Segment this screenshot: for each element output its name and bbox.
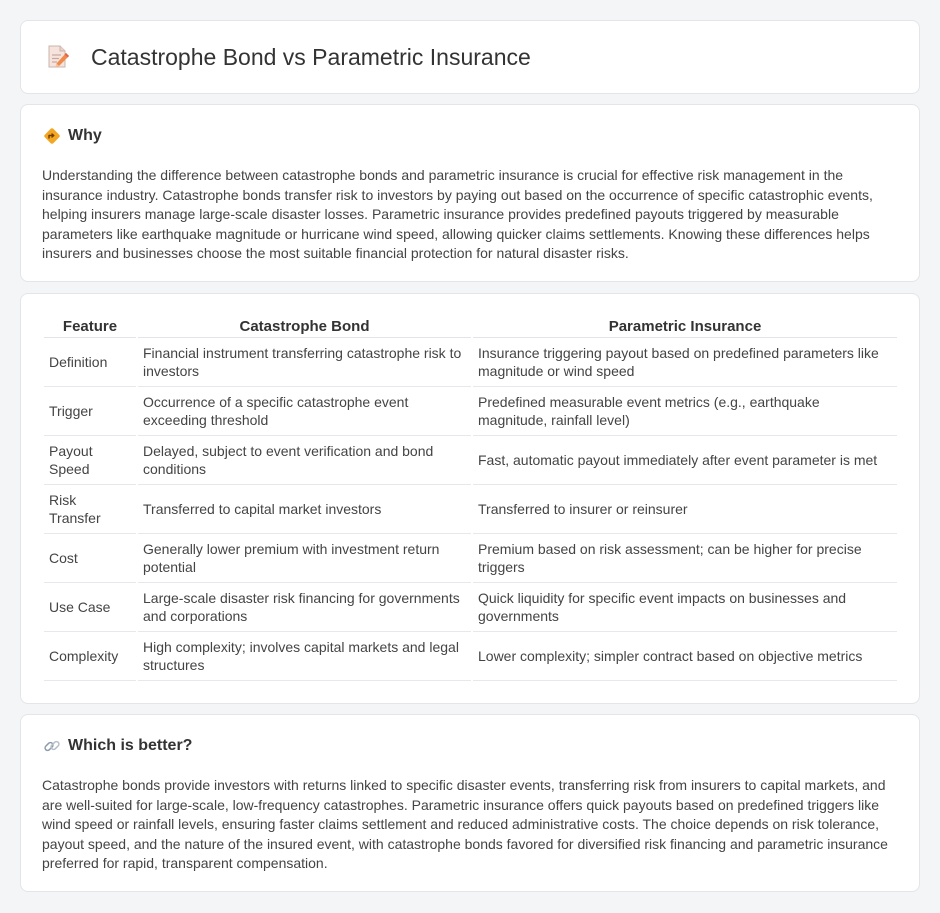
parametric-insurance-cell: Premium based on risk assessment; can be higher for precise triggers (473, 534, 897, 583)
column-header-parametric-insurance: Parametric Insurance (473, 316, 897, 338)
feature-cell: Trigger (44, 387, 136, 436)
parametric-insurance-cell: Transferred to insurer or reinsurer (473, 485, 897, 534)
page-title: Catastrophe Bond vs Parametric Insurance (91, 43, 531, 70)
title-card (20, 20, 920, 94)
feature-cell: Risk Transfer (44, 485, 136, 534)
parametric-insurance-cell: Fast, automatic payout immediately after event parameter is met (473, 436, 897, 485)
catastrophe-bond-cell: High complexity; involves capital markets and legal structures (138, 632, 471, 681)
table-row (44, 534, 897, 583)
table-row (44, 387, 897, 436)
road-sign-icon (43, 127, 61, 145)
table-row (44, 436, 897, 485)
parametric-insurance-cell: Insurance triggering payout based on predefined parameters like magnitude or wind speed (473, 338, 897, 387)
catastrophe-bond-cell: Financial instrument transferring catastrophe risk to investors (138, 338, 471, 387)
catastrophe-bond-cell: Transferred to capital market investors (138, 485, 471, 534)
better-heading-row (43, 737, 192, 755)
column-header-feature: Feature (44, 316, 136, 338)
better-heading: Which is better? (68, 737, 193, 754)
why-heading: Why (68, 127, 102, 144)
document-pencil-icon (45, 43, 71, 71)
table-header-row (44, 316, 897, 338)
parametric-insurance-cell: Predefined measurable event metrics (e.g., earthquake magnitude, rainfall level) (473, 387, 897, 436)
catastrophe-bond-cell: Large-scale disaster risk financing for governments and corporations (138, 583, 471, 632)
comparison-table (42, 316, 899, 681)
catastrophe-bond-cell: Delayed, subject to event verification and bond conditions (138, 436, 471, 485)
feature-cell: Definition (44, 338, 136, 387)
table-row (44, 485, 897, 534)
table-row (44, 583, 897, 632)
column-header-catastrophe-bond: Catastrophe Bond (138, 316, 471, 338)
catastrophe-bond-cell: Generally lower premium with investment return potential (138, 534, 471, 583)
feature-cell: Use Case (44, 583, 136, 632)
feature-cell: Complexity (44, 632, 136, 681)
catastrophe-bond-cell: Occurrence of a specific catastrophe event exceeding threshold (138, 387, 471, 436)
better-paragraph: Catastrophe bonds provide investors with returns linked to specific disaster events, transferring risk from insurers to capital markets, and are well-suited for large-scale, low-frequency catastrophes. Parametric insurance offers quick payouts based on predefined triggers like wind speed or rainfall levels, ensuring faster claims settlement and reduced administrative costs. The choice depends on risk tolerance, payout speed, and the nature of the insured event, with catastrophe bonds favored for diversified risk financing and parametric insurance preferred for rapid, transparent compensation. (42, 777, 888, 872)
link-icon (43, 737, 61, 755)
parametric-insurance-cell: Lower complexity; simpler contract based on objective metrics (473, 632, 897, 681)
parametric-insurance-cell: Quick liquidity for specific event impacts on businesses and governments (473, 583, 897, 632)
feature-cell: Payout Speed (44, 436, 136, 485)
why-paragraph: Understanding the difference between catastrophe bonds and parametric insurance is crucial for effective risk management in the insurance industry. Catastrophe bonds transfer risk to investors by paying out based on the occurrence of specific catastrophic events, helping insurers manage large-scale disaster losses. Parametric insurance provides predefined payouts triggered by measurable parameters like earthquake magnitude or hurricane wind speed, allowing quicker claims settlements. Knowing these differences helps insurers and businesses choose the most suitable financial protection for natural disaster risks. (42, 167, 873, 262)
title-row (45, 43, 531, 71)
feature-cell: Cost (44, 534, 136, 583)
which-is-better-section (20, 714, 920, 892)
comparison-section (20, 293, 920, 704)
table-row (44, 338, 897, 387)
why-heading-row (43, 127, 102, 145)
table-row (44, 632, 897, 681)
why-section (20, 104, 920, 282)
